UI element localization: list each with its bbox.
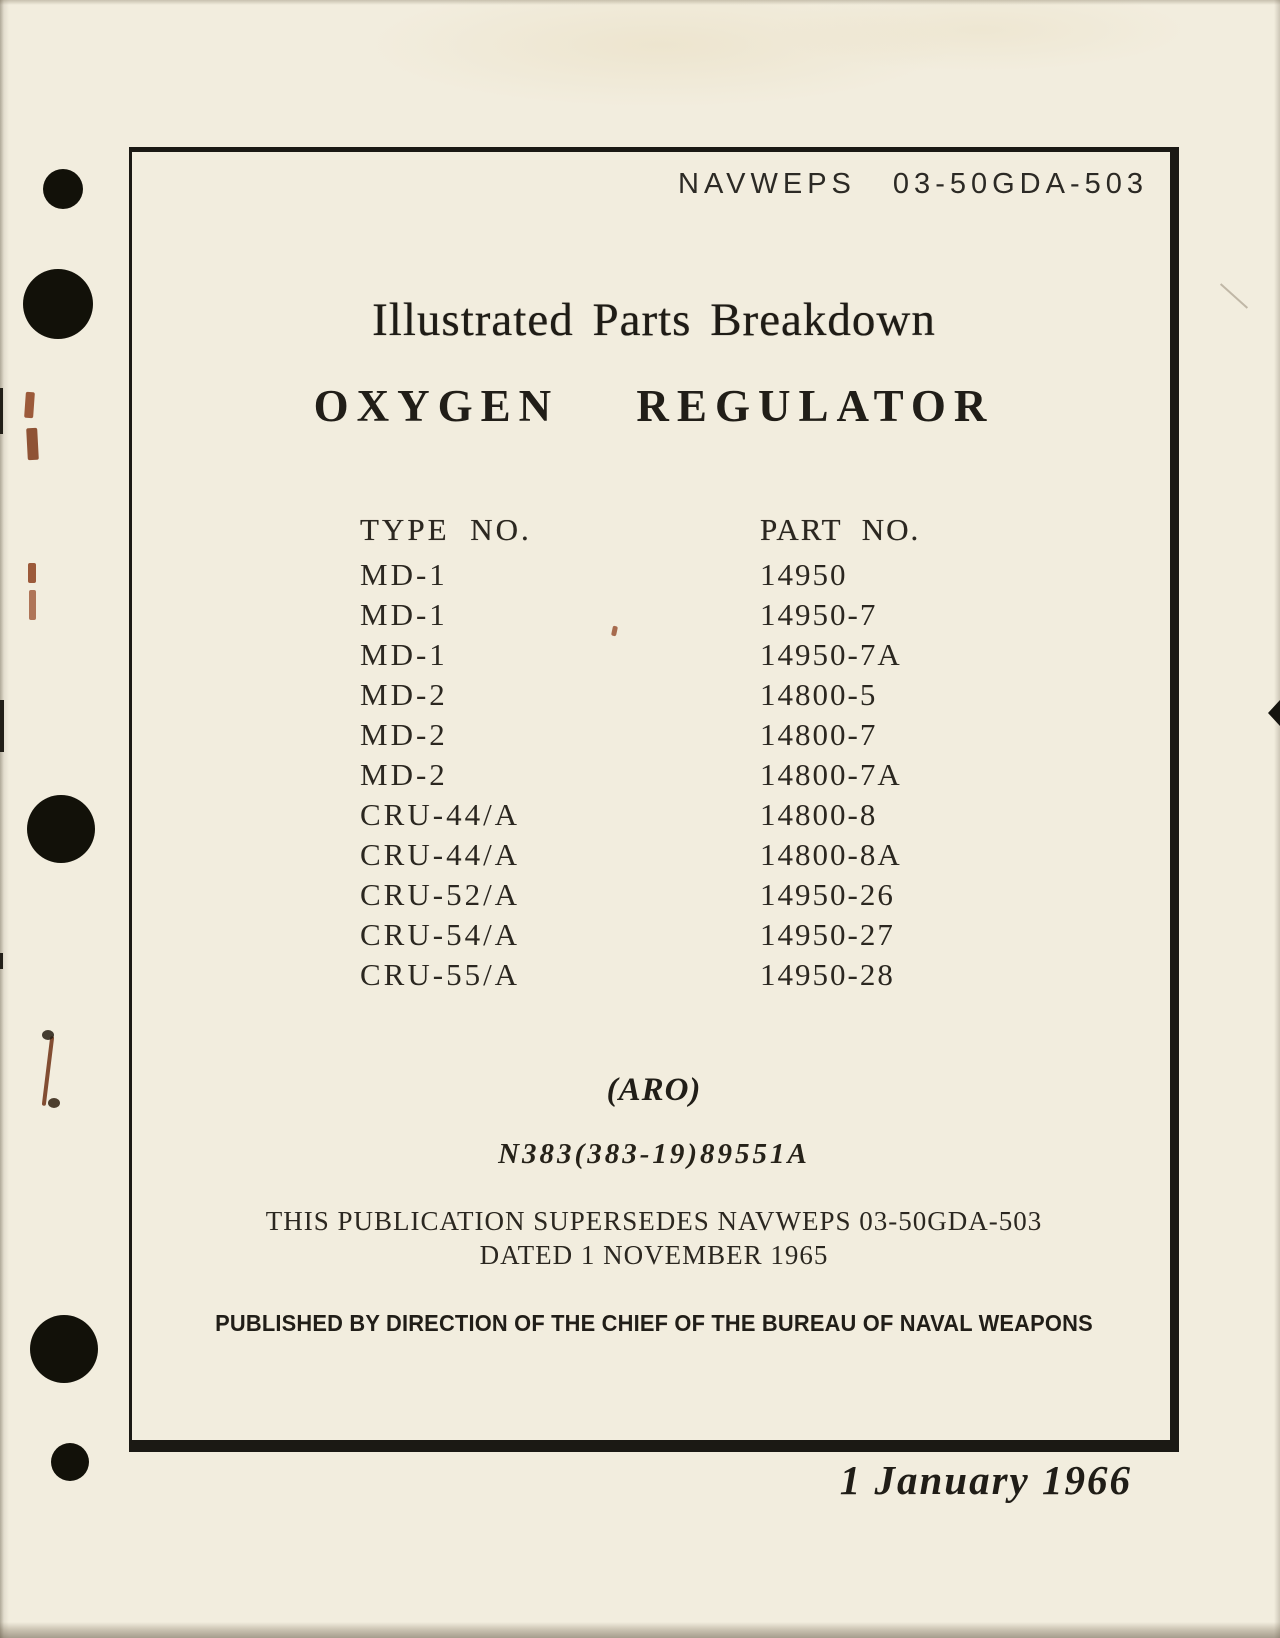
- part-no-cell: 14800-7: [760, 717, 878, 752]
- part-no-cell: 14950: [760, 557, 848, 592]
- supersedes-line-1: THIS PUBLICATION SUPERSEDES NAVWEPS 03-50GDA-503: [265, 1206, 1043, 1236]
- rust-stain: [26, 428, 39, 461]
- part-no-cell: 14800-8: [760, 797, 878, 832]
- part-no-cell: 14800-5: [760, 677, 878, 712]
- edge-nick: [0, 700, 4, 752]
- staple-rust-mark: [42, 1036, 55, 1106]
- table-row: [360, 755, 1000, 795]
- rust-stain: [28, 563, 36, 583]
- scratch-mark: [1220, 283, 1248, 309]
- page-subtitle: OXYGEN REGULATOR: [313, 381, 995, 431]
- type-no-cell: CRU-44/A: [360, 837, 521, 872]
- staple-rust-mark: [48, 1098, 60, 1108]
- punch-dot: [51, 1443, 89, 1481]
- part-no-cell: 14950-26: [760, 877, 895, 912]
- rust-stain: [29, 590, 36, 620]
- type-no-cell: MD-1: [360, 637, 448, 672]
- table-row: [360, 715, 1000, 755]
- page-edge-mark: [1268, 700, 1280, 726]
- doc-number: NAVWEPS 03-50GDA-503: [678, 168, 1148, 200]
- type-no-cell: MD-1: [360, 557, 448, 592]
- table-row: [360, 915, 1000, 955]
- type-no-cell: MD-2: [360, 757, 448, 792]
- table-row: [360, 875, 1000, 915]
- part-no-cell: 14950-27: [760, 917, 895, 952]
- edge-nick: [0, 953, 3, 969]
- punch-dot: [43, 169, 83, 209]
- part-no-cell: 14950-7: [760, 597, 878, 632]
- type-no-header: TYPE NO.: [360, 512, 532, 547]
- punch-dot: [23, 269, 93, 339]
- table-header-row: [360, 512, 1000, 548]
- table-row: [360, 635, 1000, 675]
- part-no-cell: 14800-7A: [760, 757, 902, 792]
- table-row: [360, 795, 1000, 835]
- parts-table: [360, 512, 1000, 995]
- type-no-cell: MD-2: [360, 717, 448, 752]
- type-no-cell: MD-1: [360, 597, 448, 632]
- table-row: [360, 955, 1000, 995]
- type-no-cell: CRU-52/A: [360, 877, 521, 912]
- supersedes-line-2: DATED 1 NOVEMBER 1965: [479, 1240, 829, 1270]
- table-row: [360, 675, 1000, 715]
- type-no-cell: MD-2: [360, 677, 448, 712]
- published-by-line: PUBLISHED BY DIRECTION OF THE CHIEF OF THE BUREAU OF NAVAL WEAPONS: [215, 1310, 1093, 1336]
- part-no-header: PART NO.: [760, 512, 921, 547]
- table-row: [360, 595, 1000, 635]
- punch-dot: [30, 1315, 98, 1383]
- type-no-cell: CRU-55/A: [360, 957, 521, 992]
- table-row: [360, 835, 1000, 875]
- part-no-cell: 14950-28: [760, 957, 895, 992]
- part-no-cell: 14950-7A: [760, 637, 902, 672]
- issue-date: 1 January 1966: [839, 1457, 1132, 1503]
- table-rows: [360, 555, 1000, 995]
- part-no-cell: 14800-8A: [760, 837, 902, 872]
- punch-dot: [27, 795, 95, 863]
- type-no-cell: CRU-54/A: [360, 917, 521, 952]
- page-title: Illustrated Parts Breakdown: [372, 294, 936, 346]
- contract-number: N383(383-19)89551A: [498, 1138, 810, 1170]
- type-no-cell: CRU-44/A: [360, 797, 521, 832]
- staple-rust-mark: [42, 1030, 54, 1040]
- edge-nick: [0, 388, 3, 434]
- manufacturer-code: (ARO): [606, 1072, 702, 1108]
- table-row: [360, 555, 1000, 595]
- rust-stain: [24, 392, 35, 419]
